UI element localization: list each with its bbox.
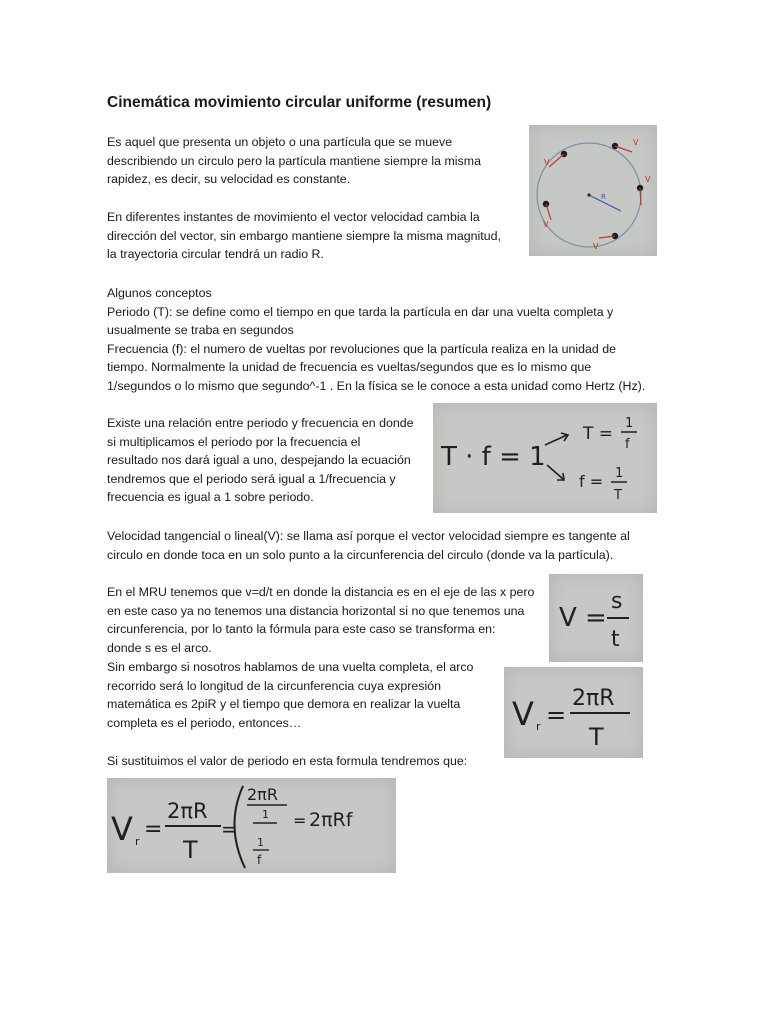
text-line: donde s es el arco. bbox=[107, 640, 212, 655]
paragraph-period-frequency bbox=[107, 414, 414, 507]
formula-sub: r bbox=[536, 720, 541, 733]
velocity-label: V bbox=[544, 158, 550, 167]
text-line: en este caso ya no tenemos una distancia horizontal si no que tenemos una bbox=[107, 603, 525, 618]
paragraph-concepts bbox=[107, 284, 645, 396]
period-frequency-image bbox=[433, 403, 657, 513]
formula-den: T bbox=[183, 836, 198, 864]
text-line: dirección del vector, sin embargo mantiene siempre la misma magnitud, bbox=[107, 228, 501, 243]
document-title: Cinemática movimiento circular uniforme (resumen) bbox=[107, 94, 492, 111]
equation-tf: T · f = 1 bbox=[441, 442, 546, 472]
paragraph-tangential-velocity bbox=[107, 527, 630, 564]
text-line: Frecuencia (f): el numero de vueltas por revoluciones que la partícula realiza en la unidad de bbox=[107, 341, 616, 356]
text-line: recorrido será lo longitud de la circunferencia cuya expresión bbox=[107, 678, 442, 693]
text-line: resultado nos dará igual a uno, despejando la ecuación bbox=[107, 453, 411, 468]
text-line: Sin embargo si nosotros hablamos de una vuelta completa, el arco bbox=[107, 660, 474, 674]
text-line: la trayectoria circular tendrá un radio R. bbox=[107, 247, 324, 262]
paragraph-full-turn bbox=[107, 658, 473, 732]
text-line: describiendo un circulo pero la partícula mantiene siempre la misma bbox=[107, 153, 481, 168]
formula-result: 2πRf bbox=[309, 809, 353, 831]
formula-num: s bbox=[611, 589, 623, 614]
center-point bbox=[587, 193, 590, 196]
final-formula-image bbox=[107, 778, 396, 873]
inner-one: 1 bbox=[262, 808, 269, 821]
arrow-up bbox=[545, 433, 568, 445]
text-line: Periodo (T): se define como el tiempo en que tarda la partícula en dar una vuelta completa y bbox=[107, 304, 614, 319]
velocity-label: V bbox=[543, 220, 549, 229]
fraction-num: 1 bbox=[625, 416, 634, 431]
period-frequency-svg bbox=[433, 403, 657, 513]
text-line: En el MRU tenemos que v=d/t en donde la distancia es en el eje de las x pero bbox=[107, 585, 535, 599]
text-line: si multiplicamos el periodo por la frecuencia el bbox=[107, 434, 361, 449]
formula-den: t bbox=[611, 627, 620, 652]
formula-lhs: V = bbox=[559, 603, 607, 633]
formula-v: V bbox=[512, 695, 534, 733]
text-line: usualmente se traba en segundos bbox=[107, 323, 294, 338]
circle-diagram-image bbox=[529, 125, 657, 256]
final-formula-svg bbox=[107, 778, 396, 873]
paragraph-substitution bbox=[107, 752, 467, 771]
formula-num: 2πR bbox=[572, 686, 615, 711]
circle-diagram-svg bbox=[529, 125, 657, 256]
fraction-num: 1 bbox=[615, 466, 624, 481]
inner-num: 2πR bbox=[247, 785, 278, 804]
equation-f-lhs: f = bbox=[579, 472, 604, 491]
text-line: frecuencia es igual a 1 sobre periodo. bbox=[107, 490, 314, 505]
velocity-label: V bbox=[593, 242, 599, 251]
v-s-over-t-image bbox=[549, 574, 643, 662]
arrow-down bbox=[547, 465, 564, 480]
paragraph-definition bbox=[107, 133, 481, 189]
text-line: tiempo. Normalmente la unidad de frecuencia es vueltas/segundos que es lo mismo que bbox=[107, 360, 592, 375]
text-line: rapidez, es decir, su velocidad es constante. bbox=[107, 172, 351, 187]
fraction-den: f bbox=[625, 437, 630, 452]
text-line: 1/segundos o lo mismo que segundo^-1 . En la física se le conoce a esta unidad como Hertz (Hz). bbox=[107, 378, 646, 393]
text-line: matemática es 2piR y el tiempo que demora en realizar la vuelta bbox=[107, 697, 461, 712]
text-line: circunferencia, por lo tanto la fórmula para este caso se transforma en: bbox=[107, 622, 496, 637]
text-line: Velocidad tangencial o lineal(V): se llama así porque el vector velocidad siempre es tangente al bbox=[107, 529, 630, 543]
text-line: Si sustituimos el valor de periodo en esta formula tendremos que: bbox=[107, 754, 468, 768]
formula-sub: r bbox=[135, 835, 140, 848]
formula-eq: = bbox=[221, 817, 238, 841]
v-s-over-t-svg bbox=[549, 574, 643, 662]
inner-f: f bbox=[257, 853, 262, 867]
velocity-label: V bbox=[633, 138, 639, 147]
formula-den: T bbox=[589, 723, 604, 751]
velocity-label: V bbox=[645, 175, 651, 184]
fraction-den: T bbox=[614, 488, 622, 503]
text-line: Es aquel que presenta un objeto o una partícula que se mueve bbox=[107, 135, 453, 149]
formula-eq: = bbox=[144, 817, 163, 842]
formula-num: 2πR bbox=[167, 799, 208, 823]
formula-v: V bbox=[111, 810, 133, 848]
text-line: Existe una relación entre periodo y frecuencia en donde bbox=[107, 416, 414, 430]
text-line: Algunos conceptos bbox=[107, 286, 212, 300]
paragraph-velocity-vector bbox=[107, 208, 501, 264]
text-line: circulo en donde toca en un solo punto a la circunferencia del circulo (donde va la partícula). bbox=[107, 547, 614, 562]
radius-label: R bbox=[601, 193, 606, 201]
text-line: tendremos que el periodo será igual a 1/frecuencia y bbox=[107, 471, 396, 486]
vr-2pir-over-t-svg bbox=[504, 667, 643, 758]
vr-2pir-over-t-image bbox=[504, 667, 643, 758]
inner-one-bottom: 1 bbox=[257, 836, 264, 849]
equation-t-lhs: T = bbox=[583, 424, 614, 444]
formula-eq: = bbox=[293, 811, 307, 830]
formula-eq: = bbox=[546, 701, 567, 729]
velocity-labels bbox=[543, 138, 651, 251]
paragraph-mru bbox=[107, 583, 534, 657]
text-line: completa es el periodo, entonces… bbox=[107, 715, 302, 730]
text-line: En diferentes instantes de movimiento el vector velocidad cambia la bbox=[107, 210, 480, 224]
